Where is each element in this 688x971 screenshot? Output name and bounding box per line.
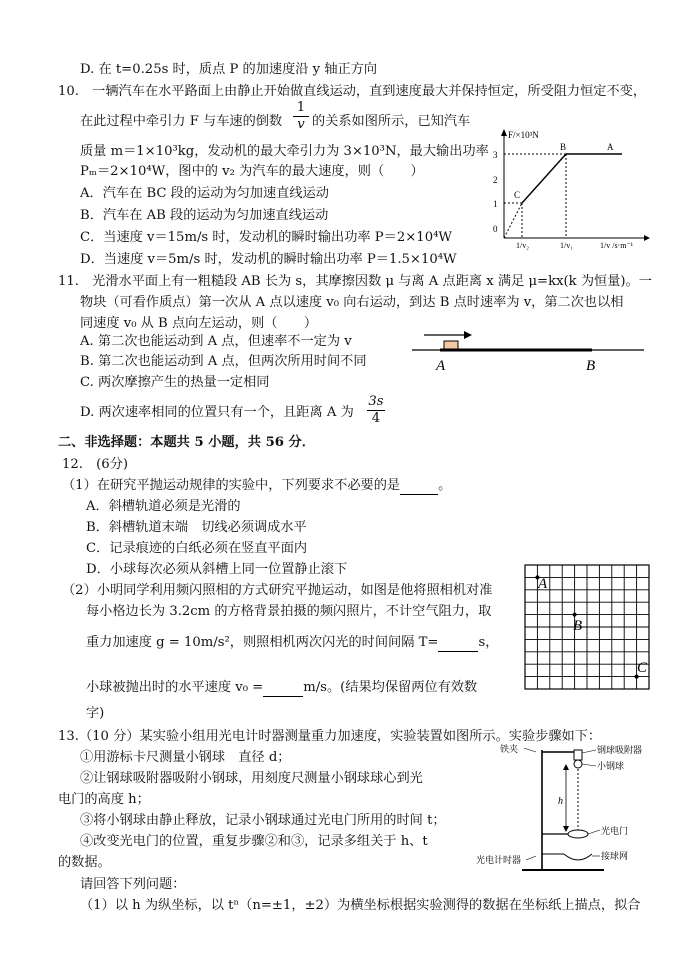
segment-cb xyxy=(522,154,566,203)
point-c-label: C xyxy=(514,190,521,200)
q9-option-d: D. 在 t=0.25s 时，质点 P 的加速度沿 y 轴正方向 xyxy=(80,62,378,77)
q13-ask: 请回答下列问题： xyxy=(80,877,186,892)
h-arrow-down-icon xyxy=(563,826,569,832)
q12-part2-line4-end: m/s。(结果均保留两位有效数 xyxy=(303,680,478,695)
y-tick-3: 3 xyxy=(493,150,498,160)
q11-stem-line2: 物块（可看作质点）第一次从 A 点以速度 v₀ 向右运动，到达 B 点时速率为 v，第二次也以相 xyxy=(80,295,624,310)
q11-option-a[interactable]: A. 第二次也能运动到 A 点，但速率不一定为 v xyxy=(80,334,352,349)
q10-frac-den: v xyxy=(293,116,309,133)
q12-part2-line3-end: s， xyxy=(478,635,499,650)
label-iron-clamp: 铁夹 xyxy=(500,744,519,754)
section-2-heading: 二、非选择题：本题共 5 小题，共 56 分． xyxy=(58,435,315,450)
q10-option-d[interactable]: D．当速度 v＝5m/s 时，发动机的瞬时输出功率 P＝1.5×10⁴W xyxy=(80,252,457,267)
point-a-label: A xyxy=(436,358,446,374)
q11-option-d[interactable]: D. 两次速率相同的位置只有一个，且距离 A 为 xyxy=(80,405,354,420)
q10-option-a[interactable]: A．汽车在 BC 段的运动为匀加速直线运动 xyxy=(80,186,329,201)
q12-velocity-blank[interactable] xyxy=(263,680,303,697)
point-b-label: B xyxy=(586,358,596,374)
y-tick-2: 2 xyxy=(493,175,498,185)
q10-stem-line3: 质量 m＝1×10³kg，发动机的最大牵引力为 3×10³N，最大输出功率 xyxy=(80,144,489,159)
leader-gate xyxy=(588,830,600,834)
label-catch-net: 接球网 xyxy=(601,851,629,861)
label-steel-ball: 小钢球 xyxy=(597,761,625,771)
q13-question1: （1）以 h 为纵坐标，以 tⁿ（n=±1，±2）为横坐标根据实验测得的数据在坐标纸上描点，拟合 xyxy=(80,898,641,913)
point-a-label: A xyxy=(607,142,614,152)
q13-step1: ①用游标卡尺测量小钢球 直径 d； xyxy=(80,750,291,765)
q13-step4a: ④改变光电门的位置，重复步骤②和③，记录多组关于 h、t xyxy=(80,834,428,849)
velocity-arrow-icon xyxy=(464,331,472,339)
label-timer: 光电计时器 xyxy=(476,855,522,865)
q11-frac-den: 4 xyxy=(367,410,385,427)
ball-holder xyxy=(574,750,582,760)
y-tick-0: 0 xyxy=(493,224,498,234)
leader-ball xyxy=(582,764,596,766)
q10-stem-line4: Pₘ＝2×10⁴W，图中的 v₂ 为汽车的最大速度，则（ ） xyxy=(80,164,424,179)
q13-step2a: ②让钢球吸附器吸附小钢球，用刻度尺测量小钢球球心到光 xyxy=(80,771,423,786)
q12-head: 12. (6分) xyxy=(62,457,129,472)
x-axis-arrow-icon xyxy=(644,235,650,241)
q10-force-graph xyxy=(476,126,656,250)
q12-part2-line2: 每小格边长为 3.2cm 的方格背景拍摄的频闪照片，不计空气阻力，取 xyxy=(86,604,492,619)
x-tick-v2: 1/v₂ xyxy=(516,241,530,250)
guide-line-origin xyxy=(504,203,522,238)
q13-apparatus-figure xyxy=(476,742,672,882)
q12-part2-line4-text: 小球被抛出时的水平速度 v₀ = xyxy=(86,680,264,695)
q10-fraction xyxy=(293,100,309,133)
q10-stem-line2b: 的关系如图所示，已知汽车 xyxy=(312,114,471,129)
label-b: B xyxy=(573,618,583,634)
q12-interval-blank[interactable] xyxy=(438,635,478,652)
q12-option-d[interactable]: D．小球每次必须从斜槽上同一位置静止滚下 xyxy=(86,562,348,577)
leader-iron xyxy=(524,748,536,752)
q12-part2-line5: 字) xyxy=(86,706,105,721)
q12-option-b[interactable]: B．斜槽轨道末端 切线必须调成水平 xyxy=(86,520,307,535)
ball-point-b xyxy=(573,613,577,617)
q13-head: 13.（10 分）某实验小组用光电计时器测量重力加速度，实验装置如图所示。实验步骤如下： xyxy=(58,729,602,744)
q10-stem-line1: 10. 一辆汽车在水平路面上由静止开始做直线运动，直到速度最大并保持恒定，所受阻力恒定不变， xyxy=(58,84,647,99)
leader-timer xyxy=(526,856,536,860)
q12-option-a[interactable]: A．斜槽轨道必须是光滑的 xyxy=(86,499,241,514)
q11-stem-line1: 11. 光滑水平面上有一粗糙段 AB 长为 s，其摩擦因数 μ 与离 A 点距离 x 满足 μ=kx(k 为恒量)。一 xyxy=(58,274,652,289)
q11-option-b[interactable]: B. 第二次也能运动到 A 点，但两次所用时间不同 xyxy=(80,354,367,369)
h-arrow-up-icon xyxy=(563,764,569,770)
q11-option-c[interactable]: C. 两次摩擦产生的热量一定相同 xyxy=(80,375,270,390)
q12-strobe-grid xyxy=(524,564,652,692)
label-c: C xyxy=(637,660,648,676)
q12-part2-line4 xyxy=(86,680,477,697)
point-b-label: B xyxy=(560,142,567,152)
q11-track-figure xyxy=(410,328,646,376)
q12-option-c[interactable]: C．记录痕迹的白纸必须在竖直平面内 xyxy=(86,541,308,556)
y-tick-1: 1 xyxy=(493,199,498,209)
y-axis-label: F/×10³N xyxy=(508,130,539,140)
photogate xyxy=(568,830,588,838)
x-axis-label: 1/v /s·m⁻¹ xyxy=(600,241,634,250)
label-photogate: 光电门 xyxy=(601,826,629,836)
h-label: h xyxy=(558,796,563,807)
q10-stem-line2a: 在此过程中牵引力 F 与车速的倒数 xyxy=(80,114,283,129)
q12-part1-end: 。 xyxy=(438,478,452,493)
q12-part1-text: （1）在研究平抛运动规律的实验中，下列要求不必要的是 xyxy=(62,478,401,493)
q12-part1 xyxy=(62,478,451,495)
steel-ball-icon xyxy=(574,760,582,768)
label-a: A xyxy=(538,576,548,592)
y-axis-arrow-icon xyxy=(501,129,507,136)
leader-holder xyxy=(582,750,596,753)
catch-net xyxy=(564,854,592,860)
q10-option-b[interactable]: B．汽车在 AB 段的运动为匀加速直线运动 xyxy=(80,208,329,223)
q13-step2b: 电门的高度 h； xyxy=(58,792,150,807)
q11-frac-num: 3s xyxy=(368,394,384,409)
q13-step4b: 的数据。 xyxy=(58,855,111,870)
q11-fraction xyxy=(367,394,385,427)
x-tick-v1: 1/v₁ xyxy=(560,241,574,250)
q10-frac-num: 1 xyxy=(296,100,306,115)
q13-step3: ③将小钢球由静止释放，记录小钢球通过光电门所用的时间 t； xyxy=(80,813,446,828)
q12-part2-line3 xyxy=(86,635,498,652)
label-ball-holder: 钢球吸附器 xyxy=(597,745,643,755)
q10-option-c[interactable]: C．当速度 v＝15m/s 时，发动机的瞬时输出功率 P＝2×10⁴W xyxy=(80,230,452,245)
q12-part2-line3-text: 重力加速度 g = 10m/s²，则照相机两次闪光的时间间隔 T= xyxy=(86,635,439,650)
q12-part1-blank[interactable] xyxy=(400,478,438,495)
q12-part2-line1: （2）小明同学利用频闪照相的方式研究平抛运动，如图是他将照相机对准 xyxy=(62,583,493,598)
q11-stem-line3: 同速度 v₀ 从 B 点向左运动，则（ ） xyxy=(80,316,318,331)
